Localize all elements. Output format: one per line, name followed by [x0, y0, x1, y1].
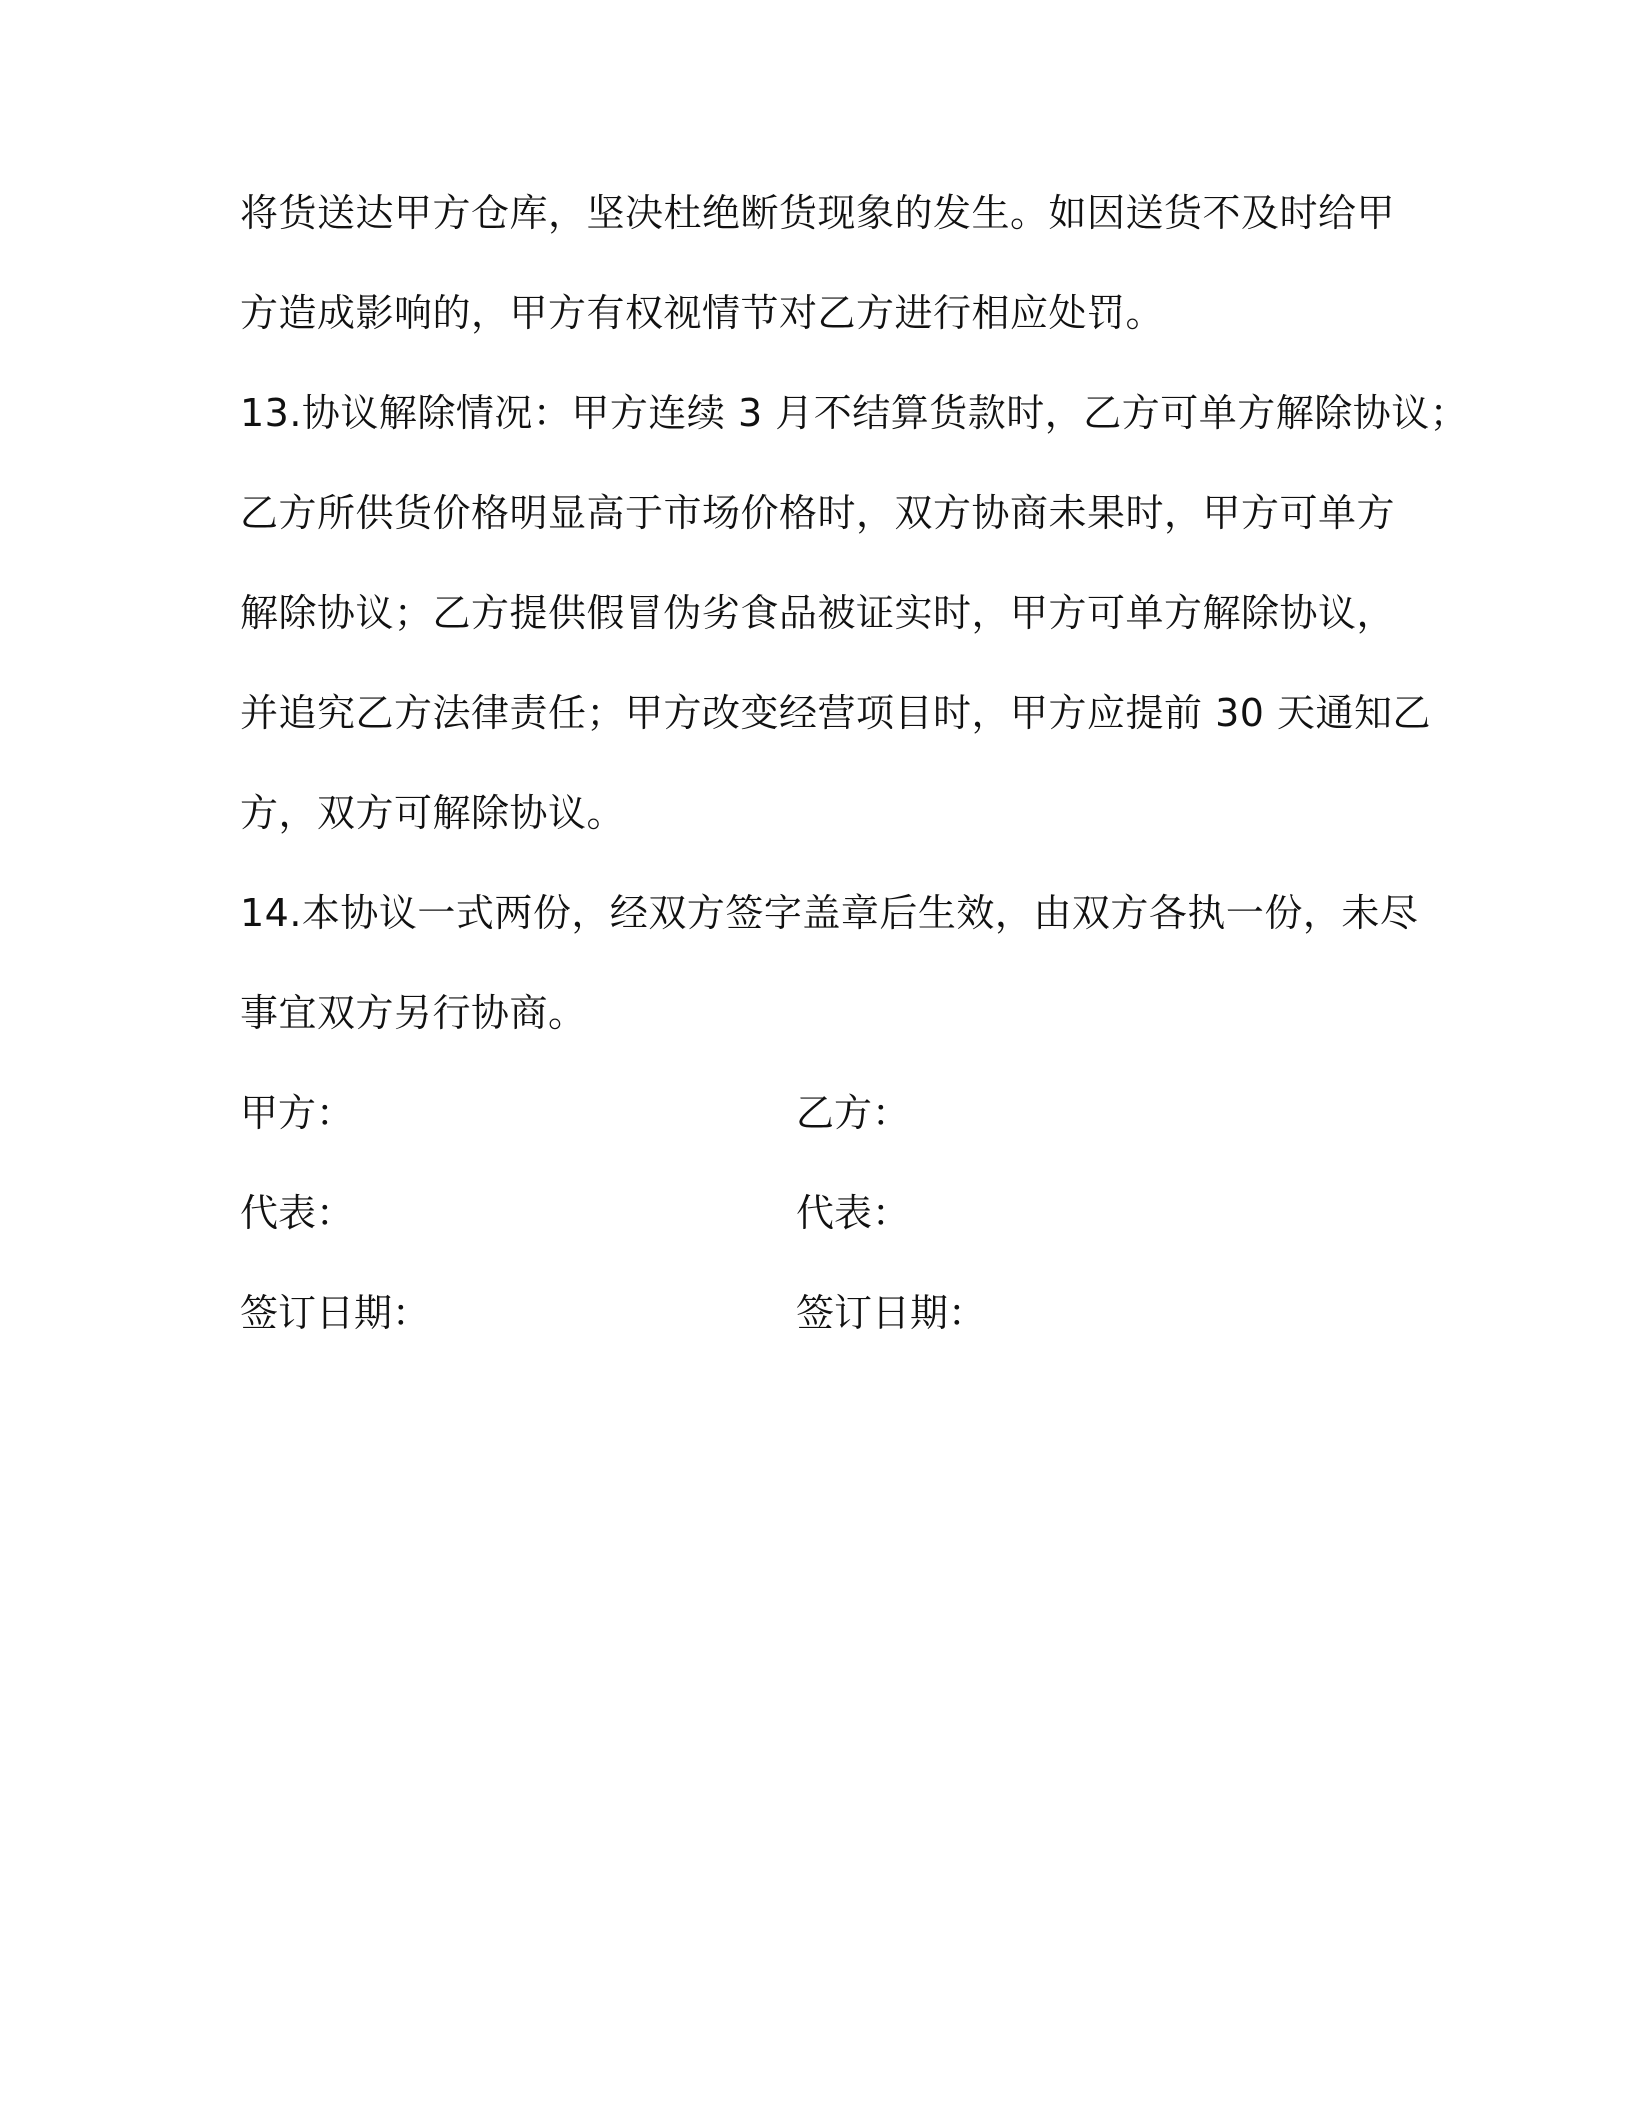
party-b-representative-label: 代表： [796, 1191, 911, 1235]
party-a-representative-label: 代表： [240, 1191, 355, 1235]
clause-12-text-line-2: 方造成影响的，甲方有权视情节对乙方进行相应处罚。 [240, 291, 1165, 335]
party-b-signing-date-label: 签订日期： [796, 1291, 987, 1335]
clause-13-text-line-3: 解除协议；乙方提供假冒伪劣食品被证实时，甲方可单方解除协议， [240, 591, 1396, 635]
clause-12-text-line-1: 将货送达甲方仓库，坚决杜绝断货现象的发生。如因送货不及时给甲 [240, 191, 1396, 235]
party-a-signing-date-label: 签订日期： [240, 1291, 431, 1335]
clause-14-text-line-1: 14.本协议一式两份，经双方签字盖章后生效，由双方各执一份，未尽 [240, 891, 1419, 935]
clause-13-text-line-4: 并追究乙方法律责任；甲方改变经营项目时，甲方应提前 30 天通知乙 [240, 691, 1432, 735]
clause-13-text-line-2: 乙方所供货价格明显高于市场价格时，双方协商未果时，甲方可单方 [240, 491, 1396, 535]
party-b-label: 乙方： [796, 1091, 911, 1135]
clause-14-text-line-2: 事宜双方另行协商。 [240, 991, 587, 1035]
party-a-label: 甲方： [240, 1091, 355, 1135]
clause-13-text-line-1: 13.协议解除情况：甲方连续 3 月不结算货款时，乙方可单方解除协议； [240, 391, 1469, 435]
clause-13-text-line-5: 方，双方可解除协议。 [240, 791, 626, 835]
